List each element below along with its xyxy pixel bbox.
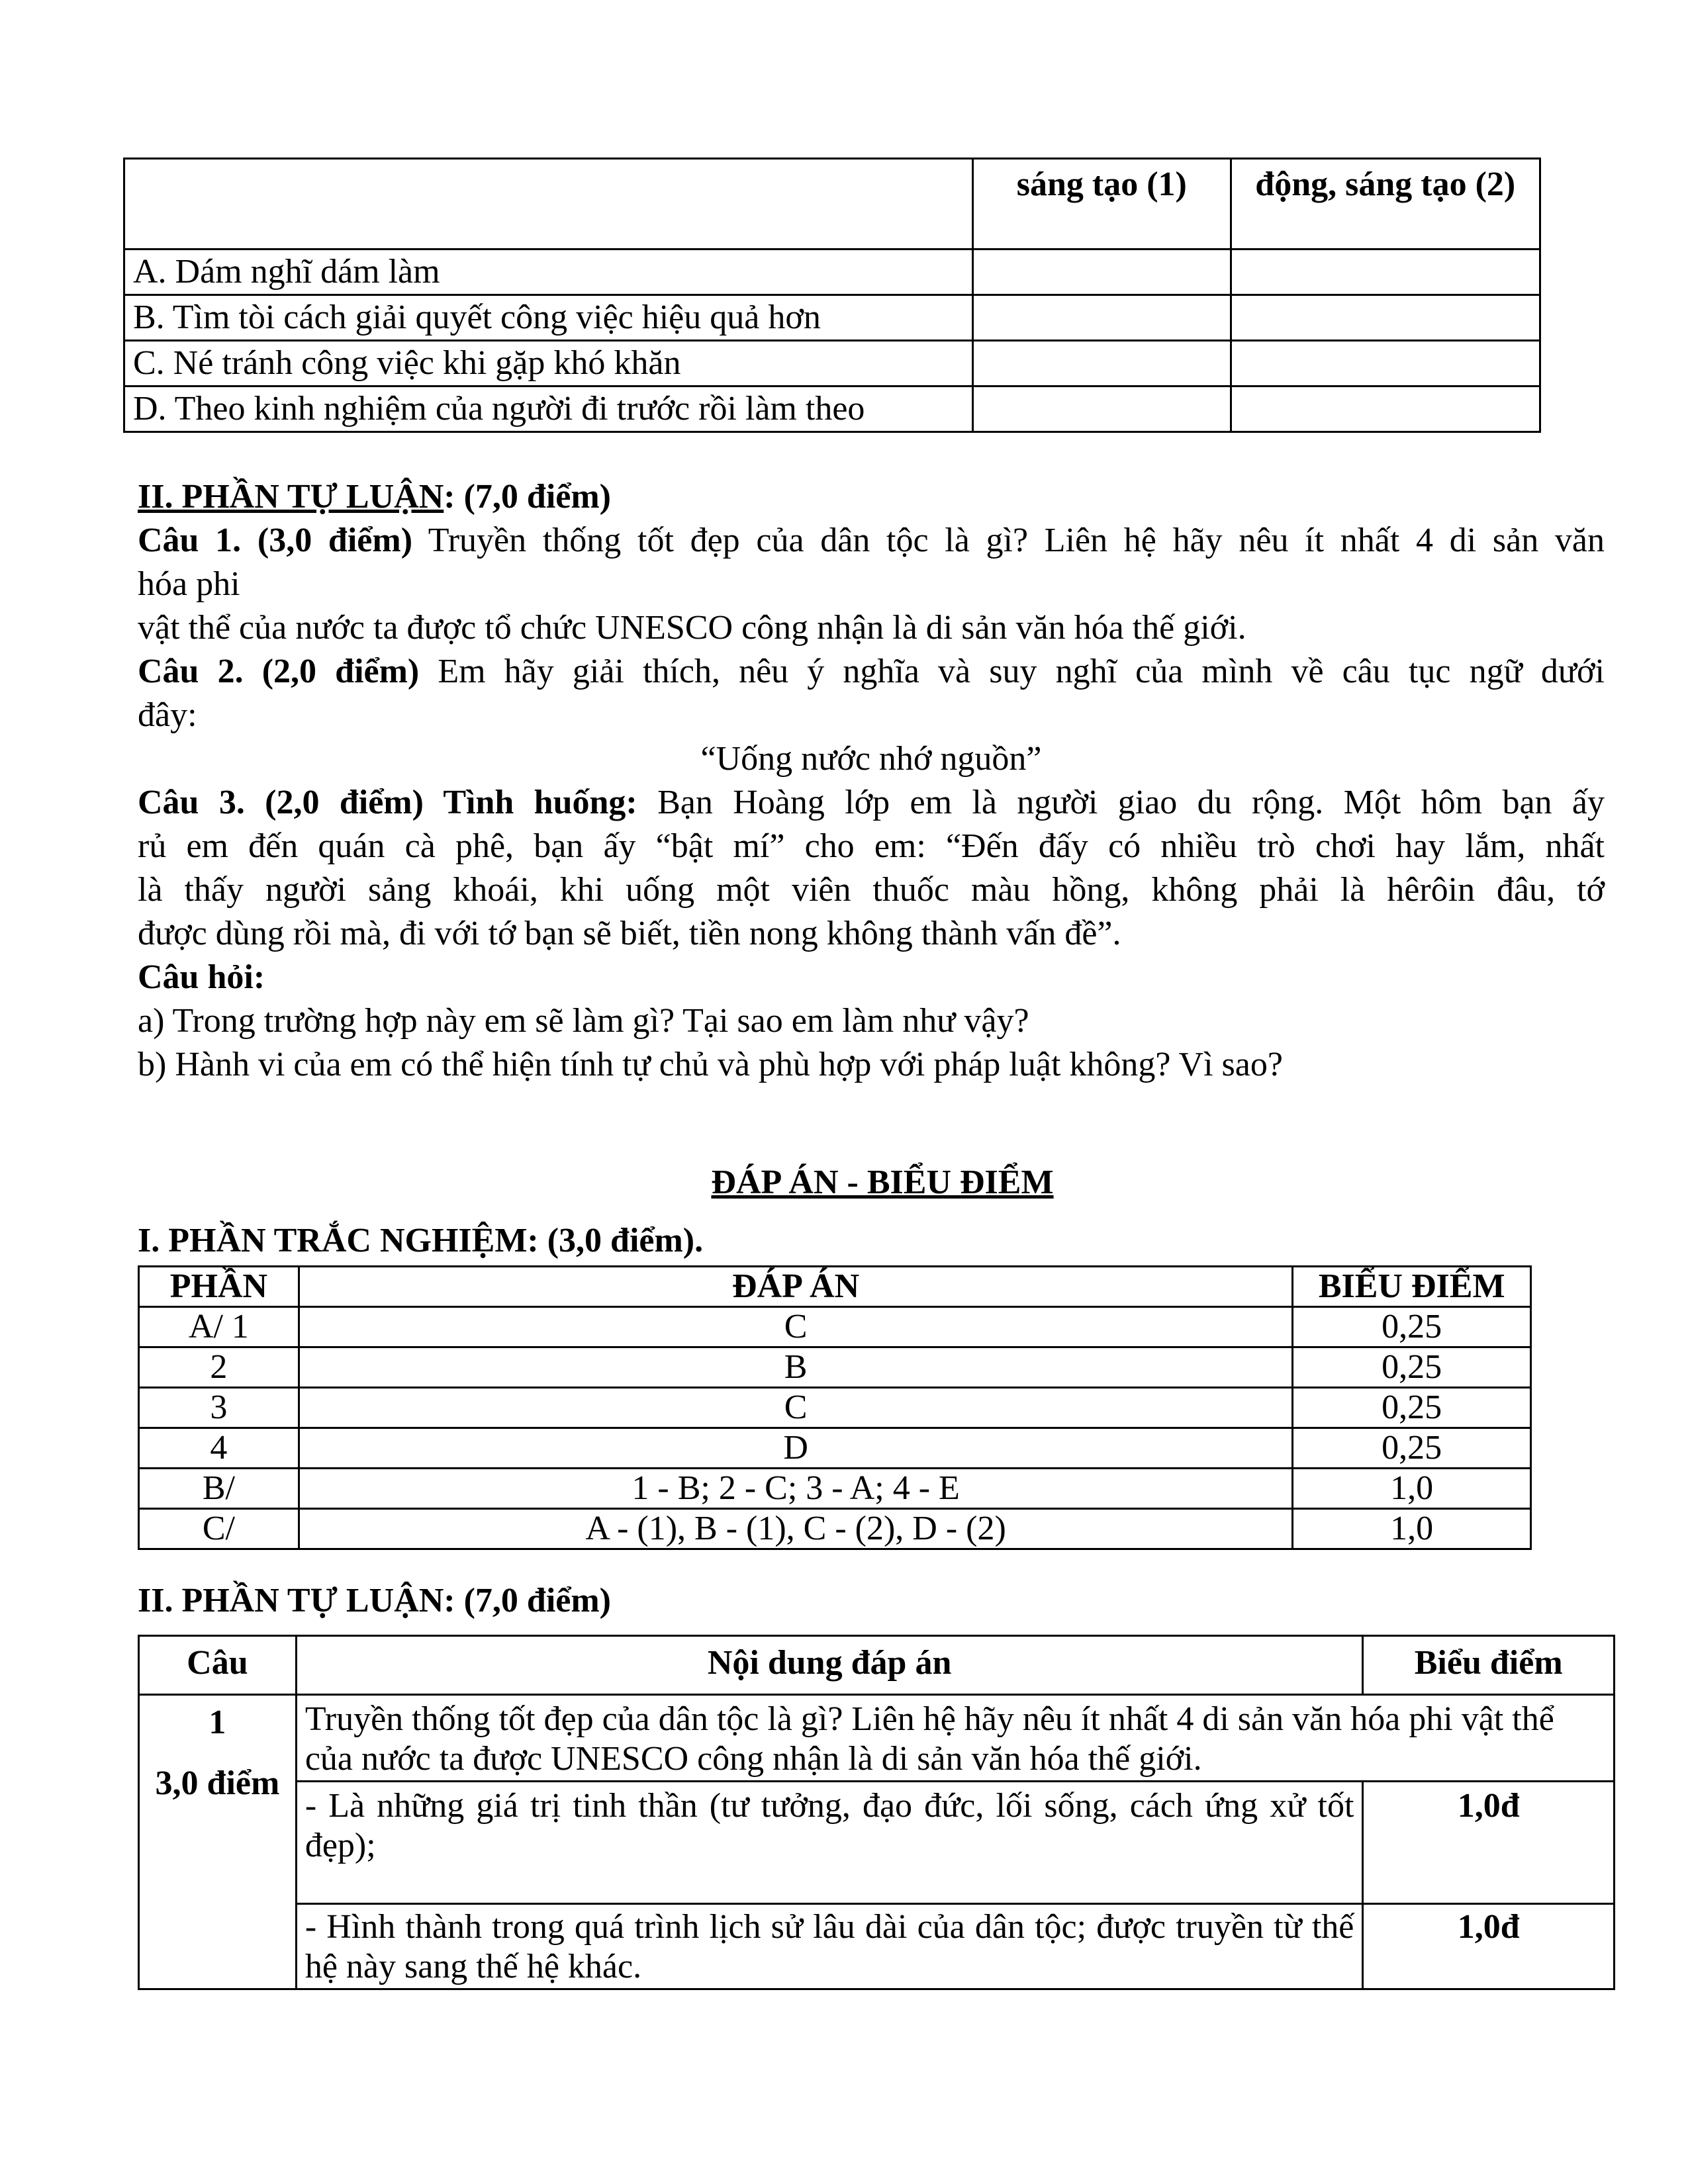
table-row	[124, 341, 1540, 387]
row-label: C. Né tránh công việc khi gặp khó khăn	[124, 341, 973, 387]
table-row	[124, 295, 1540, 341]
question-2-line1: Câu 2. (2,0 điểm) Em hãy giải thích, nêu ý nghĩa và suy nghĩ của mình về câu tục ngữ dưới	[138, 653, 1605, 690]
table-row: 4 D 0,25	[139, 1428, 1531, 1469]
essay-item-text: - Là những giá trị tinh thần (tư tưởng, đạo đức, lối sống, cách ứng xử tốt đẹp);	[296, 1782, 1363, 1904]
answer-key-title: ĐÁP ÁN - BIỂU ĐIỂM	[711, 1163, 1054, 1201]
essay-answer-table	[138, 1635, 1615, 1990]
question-label: Câu hỏi:	[138, 958, 265, 996]
sub-question-a: a) Trong trường hợp này em sẽ làm gì? Tại sao em làm như vậy?	[138, 1002, 1029, 1040]
header-cell-creative: sáng tạo (1)	[973, 159, 1231, 250]
essay-item-text: - Hình thành trong quá trình lịch sử lâu dài của dân tộc; được truyền từ thế hệ này sang thế hệ khác.	[296, 1904, 1363, 1989]
row-label: B. Tìm tòi cách giải quyết công việc hiệu quả hơn	[124, 295, 973, 341]
question-1-line3: vật thể của nước ta được tổ chức UNESCO công nhận là di sản văn hóa thế giới.	[138, 609, 1246, 647]
question-number-cell: 1 3,0 điểm	[139, 1695, 297, 1989]
question-3-line2: rủ em đến quán cà phê, bạn ấy “bật mí” cho em: “Đến đấy có nhiều trò chơi hay lắm, nhất	[138, 827, 1605, 865]
question-1-line2: hóa phi	[138, 565, 240, 603]
table-row: B/ 1 - B; 2 - C; 3 - A; 4 - E 1,0	[139, 1469, 1531, 1509]
essay-item-row	[139, 1904, 1615, 1989]
part2-heading: II. PHẦN TỰ LUẬN: (7,0 điểm)	[138, 478, 611, 516]
row-label: D. Theo kinh nghiệm của người đi trước rồi làm theo	[124, 387, 973, 432]
table-header-row	[139, 1267, 1531, 1307]
header-cell-empty	[124, 159, 973, 250]
behavior-classification-table	[123, 158, 1541, 433]
question-2-line2: đây:	[138, 696, 197, 734]
essay-question-row	[139, 1695, 1615, 1782]
sub-question-b: b) Hành vi của em có thể hiện tính tự chủ và phù hợp với pháp luật không? Vì sao?	[138, 1046, 1283, 1083]
question-3-line3: là thấy người sảng khoái, khi uống một viên thuốc màu hồng, không phải là hêrôin đâu, tớ	[138, 871, 1605, 909]
table-row: 3 C 0,25	[139, 1388, 1531, 1428]
answer-part1-heading: I. PHẦN TRẮC NGHIỆM: (3,0 điểm).	[138, 1222, 704, 1259]
table-row	[124, 387, 1540, 432]
question-3-line4: được dùng rồi mà, đi với tớ bạn sẽ biết, tiền nong không thành vấn đề”.	[138, 915, 1121, 952]
header-score: Biểu điểm	[1363, 1636, 1615, 1695]
header-question: Câu	[139, 1636, 297, 1695]
row-label: A. Dám nghĩ dám làm	[124, 250, 973, 295]
question-prompt-cell: Truyền thống tốt đẹp của dân tộc là gì? Liên hệ hãy nêu ít nhất 4 di sản văn hóa phi vật thể của nước ta được UNESCO công nhận là di sản văn hóa thế giới.	[296, 1695, 1614, 1782]
question-3-line1: Câu 3. (2,0 điểm) Tình huống: Bạn Hoàng lớp em là người giao du rộng. Một hôm bạn ấy	[138, 784, 1605, 821]
header-answer: ĐÁP ÁN	[299, 1267, 1292, 1307]
question-1-line1: Câu 1. (3,0 điểm) Truyền thống tốt đẹp của dân tộc là gì? Liên hệ hãy nêu ít nhất 4 di sản văn	[138, 522, 1605, 559]
table-row	[124, 250, 1540, 295]
header-content: Nội dung đáp án	[296, 1636, 1363, 1695]
essay-item-score: 1,0đ	[1363, 1904, 1615, 1989]
table-header-row	[124, 159, 1540, 250]
essay-item-score: 1,0đ	[1363, 1782, 1615, 1904]
table-row: 2 B 0,25	[139, 1347, 1531, 1388]
answer-part2-heading: II. PHẦN TỰ LUẬN: (7,0 điểm)	[138, 1582, 611, 1619]
table-row: C/ A - (1), B - (1), C - (2), D - (2) 1,0	[139, 1509, 1531, 1549]
header-part: PHẦN	[139, 1267, 299, 1307]
header-score: BIỂU ĐIỂM	[1293, 1267, 1531, 1307]
table-header-row	[139, 1636, 1615, 1695]
multiple-choice-answer-table	[138, 1265, 1532, 1550]
table-row: A/ 1 C 0,25	[139, 1307, 1531, 1347]
essay-item-row	[139, 1782, 1615, 1904]
proverb: “Uống nước nhớ nguồn”	[700, 740, 1042, 778]
header-cell-active-creative: động, sáng tạo (2)	[1231, 159, 1540, 250]
